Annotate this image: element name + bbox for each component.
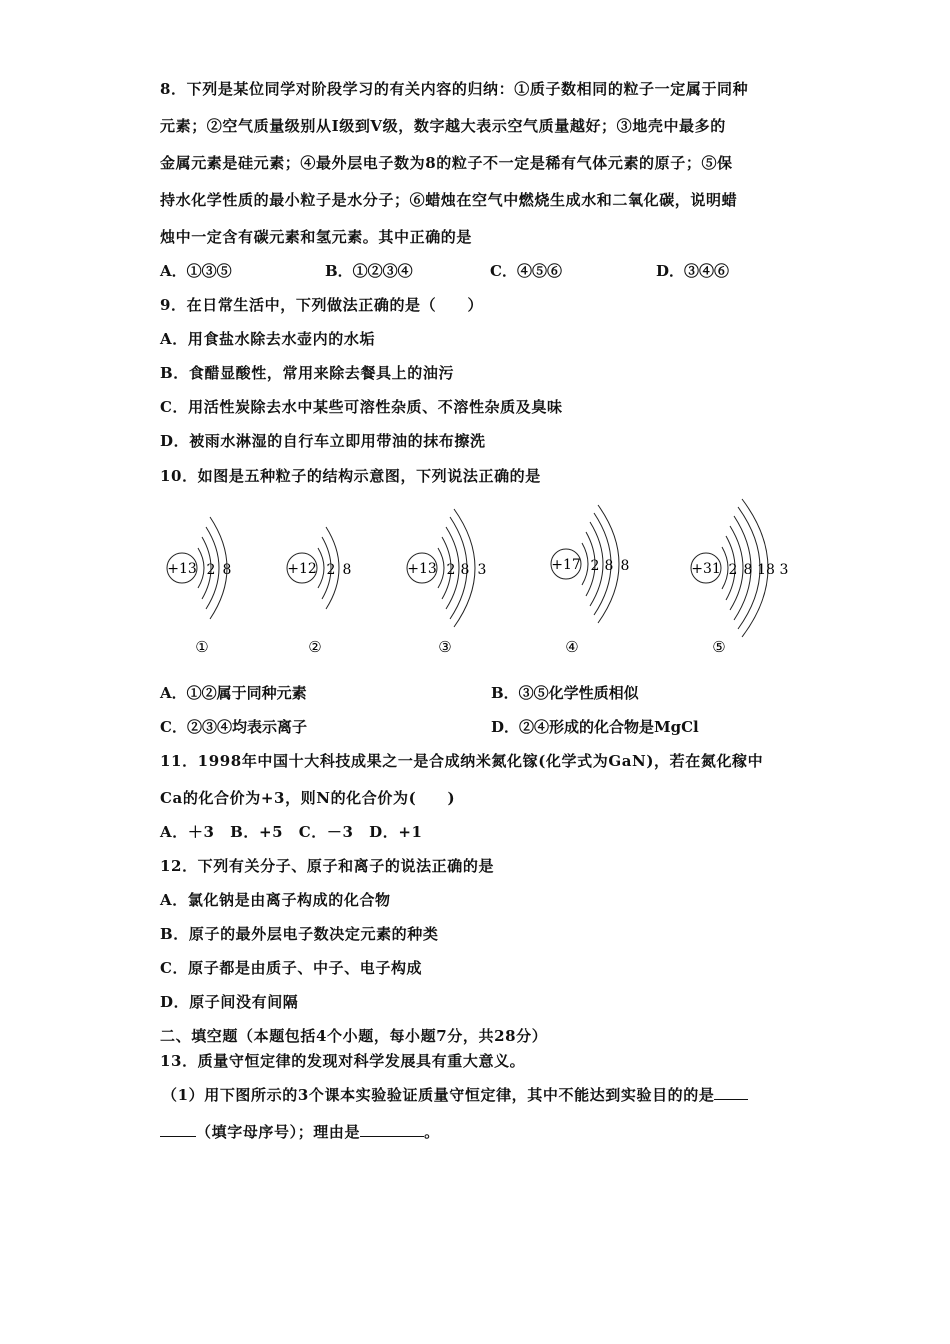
q13-part1-end: 。 (424, 1123, 440, 1141)
atomic-structure-diagrams (160, 495, 800, 670)
q8-option-b: B．①②③④ (325, 262, 413, 280)
particle-5-shell-4: 3 (779, 562, 789, 578)
particle-2-nucleus: +12 (287, 561, 317, 577)
q10-option-c: C．②③④均表示离子 (160, 718, 307, 736)
particle-1-label: ① (195, 638, 209, 656)
q12-option-a: A．氯化钠是由离子构成的化合物 (160, 891, 391, 909)
q8-line-1: 8．下列是某位同学对阶段学习的有关内容的归纳：①质子数相同的粒子一定属于同种 (160, 80, 749, 98)
q13-answer-blank-1[interactable] (714, 1086, 748, 1100)
q11-options: A．＋3 B．+5 C．－3 D．+1 (160, 823, 423, 841)
q13-answer-blank-1-continued[interactable] (160, 1123, 196, 1137)
q9-option-c: C．用活性炭除去水中某些可溶性杂质、不溶性杂质及臭味 (160, 398, 563, 416)
q13-part1-text-2: （填字母序号）；理由是 (196, 1123, 361, 1141)
particle-1-diagram (167, 517, 231, 656)
q10-option-b: B．③⑤化学性质相似 (491, 684, 639, 702)
q12-option-c: C．原子都是由质子、中子、电子构成 (160, 959, 423, 977)
particle-4-shell-3: 8 (620, 558, 630, 574)
particle-2-shell-1: 2 (326, 562, 336, 578)
q11-line-1: 11．1998年中国十大科技成果之一是合成纳米氮化镓(化学式为GaN)，若在氮化稼中 (160, 752, 764, 770)
particle-5-nucleus: +31 (691, 561, 721, 577)
particle-3-nucleus: +13 (407, 561, 437, 577)
q8-option-c: C．④⑤⑥ (490, 262, 562, 280)
particle-5-diagram (691, 499, 788, 656)
particle-4-label: ④ (565, 638, 579, 656)
q8-line-5: 烛中一定含有碳元素和氢元素。其中正确的是 (160, 228, 473, 246)
q13-part1-line-2 (160, 1121, 440, 1142)
particle-2-diagram (287, 527, 351, 656)
particle-5-label: ⑤ (712, 638, 726, 656)
particle-4-shell-1: 2 (590, 558, 600, 574)
q8-line-2: 元素；②空气质量级别从Ⅰ级到Ⅴ级，数字越大表示空气质量越好；③地壳中最多的 (160, 117, 726, 135)
q9-option-a: A．用食盐水除去水壶内的水垢 (160, 330, 376, 348)
particle-4-diagram (551, 505, 629, 656)
q8-line-3: 金属元素是硅元素；④最外层电子数为8的粒子不一定是稀有气体元素的原子；⑤保 (160, 154, 733, 172)
particle-3-shell-2: 8 (460, 562, 470, 578)
particle-3-diagram (407, 509, 486, 656)
q12-stem: 12．下列有关分子、原子和离子的说法正确的是 (160, 857, 495, 875)
particle-5-shell-3: 18 (757, 562, 775, 578)
particle-4-shell-2: 8 (604, 558, 614, 574)
particle-3-shell-1: 2 (446, 562, 456, 578)
q12-option-b: B．原子的最外层电子数决定元素的种类 (160, 925, 439, 943)
q9-option-d: D．被雨水淋湿的自行车立即用带油的抹布擦洗 (160, 432, 486, 450)
particle-5-shell-2: 8 (743, 562, 753, 578)
q10-option-d: D．②④形成的化合物是MgCl (491, 718, 699, 736)
q8-option-d: D．③④⑥ (656, 262, 730, 280)
particle-3-label: ③ (438, 638, 452, 656)
q13-part1-text: （1）用下图所示的3个课本实验验证质量守恒定律，其中不能达到实验目的的是 (162, 1086, 715, 1104)
particle-4-nucleus: +17 (551, 557, 581, 573)
q13-reason-blank[interactable] (360, 1123, 424, 1137)
q9-option-b: B．食醋显酸性，常用来除去餐具上的油污 (160, 364, 455, 382)
particle-3-shell-3: 3 (477, 562, 487, 578)
q11-line-2: Ca的化合价为+3，则N的化合价为( ) (160, 789, 456, 807)
particle-1-shell-2: 8 (222, 562, 232, 578)
q8-option-a: A．①③⑤ (160, 262, 232, 280)
particle-5-shell-1: 2 (728, 562, 738, 578)
q10-stem: 10．如图是五种粒子的结构示意图，下列说法正确的是 (160, 467, 541, 485)
q10-option-a: A．①②属于同种元素 (160, 684, 307, 702)
q8-line-4: 持水化学性质的最小粒子是水分子；⑥蜡烛在空气中燃烧生成水和二氧化碳，说明蜡 (160, 191, 738, 209)
q13-part1-line-1 (162, 1084, 748, 1105)
q13-stem: 13．质量守恒定律的发现对科学发展具有重大意义。 (160, 1052, 526, 1070)
q12-option-d: D．原子间没有间隔 (160, 993, 299, 1011)
particle-1-nucleus: +13 (167, 561, 197, 577)
particle-2-shell-2: 8 (342, 562, 352, 578)
section-2-heading: 二、填空题（本题包括4个小题，每小题7分，共28分） (160, 1027, 548, 1045)
particle-2-label: ② (308, 638, 322, 656)
q9-stem: 9．在日常生活中，下列做法正确的是（ ） (160, 296, 484, 314)
particle-1-shell-1: 2 (206, 562, 216, 578)
